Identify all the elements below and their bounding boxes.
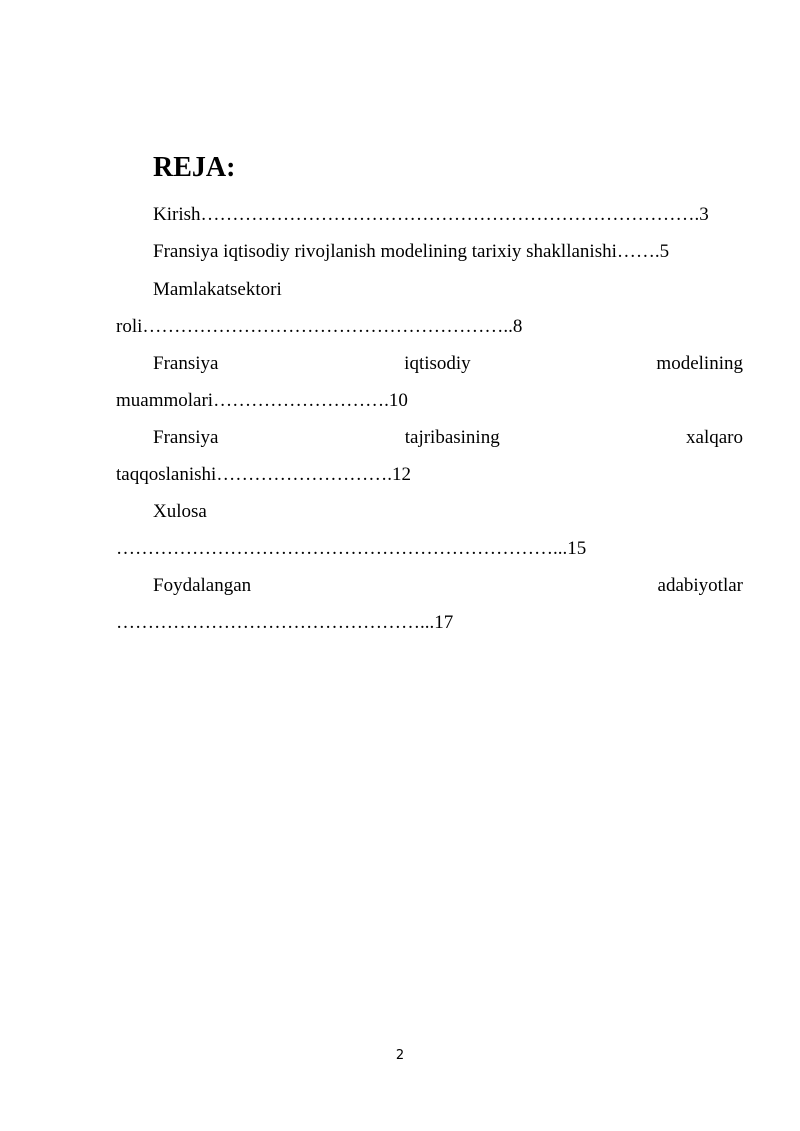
toc-word: Fransiya [153,353,219,374]
toc-entry-muammolar-line1 [153,351,743,377]
page-title: REJA: [153,152,236,183]
toc-entry-adabiyot-line1 [153,573,743,599]
toc-entry-muammolar-line2: muammolari……………………….10 [116,390,408,411]
toc-entry-adabiyot-line2: …………………………………………...17 [116,612,454,633]
toc-entry-taqqoslash-line1 [153,425,743,451]
toc-word: tajribasining [404,427,500,448]
toc-word: modelining [656,353,743,374]
toc-entry-xulosa-line2: ……………………………………………………………...15 [116,538,587,559]
page-number: 2 [395,1048,405,1063]
toc-entry-taqqoslash-line2: taqqoslanishi……………………….12 [116,464,412,485]
toc-entry-mamlakat-line1: Mamlakatsektori [153,279,282,300]
toc-entry-kirish: Kirish…………………………………………………………………….3 [153,204,709,225]
toc-word: iqtisodiy [404,353,471,374]
toc-word: adabiyotlar [657,575,743,596]
toc-word: Fransiya [153,427,219,448]
toc-word: xalqaro [686,427,743,448]
toc-word: Foydalangan [153,575,252,596]
toc-entry-mamlakat-line2: roli…………………………………………………..8 [116,316,523,337]
toc-entry-tarixiy-shakllanishi: Fransiya iqtisodiy rivojlanish modelining tarixiy shakllanishi…….5 [153,241,670,262]
toc-entry-xulosa-line1: Xulosa [153,501,207,522]
